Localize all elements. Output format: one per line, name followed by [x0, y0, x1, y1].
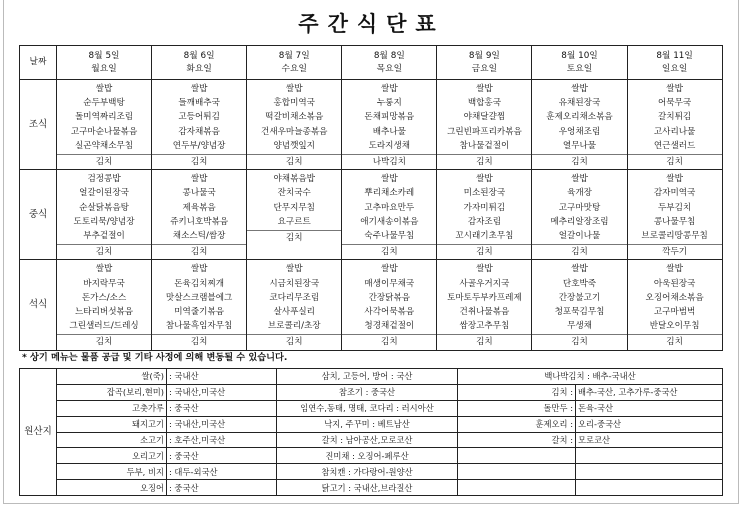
dish-item: 쌀밥	[381, 174, 398, 185]
date-header-row	[20, 46, 723, 80]
dish-item: 떡갈비채소볶음	[265, 112, 324, 123]
dish-item: 살사푸실리	[273, 307, 315, 318]
dish-item: 도라지생채	[368, 140, 411, 151]
origin-label: 원산지	[20, 369, 57, 496]
meal-cell	[57, 170, 152, 260]
origin-item: 고춧가루	[57, 400, 167, 416]
dish-item: 백합홍국	[467, 98, 502, 109]
dish-item: 요구르트	[277, 216, 311, 227]
dish-item: 쌀밥	[666, 84, 683, 94]
day-date: 8월 10일	[561, 50, 598, 61]
dish-item: 반달오이무침	[649, 321, 700, 332]
dish-item: 김치	[57, 154, 151, 169]
date-header-label: 날짜	[20, 46, 57, 80]
dish-item: 김치	[152, 244, 246, 259]
dish-item: 감자조림	[467, 216, 502, 227]
dish-item: 고구마순나물볶음	[70, 126, 138, 137]
origin-item: 갈치 :	[458, 432, 576, 448]
day-date: 8월 7일	[278, 50, 310, 61]
dish-item: 쌀밥	[190, 174, 208, 185]
dish-item: 감자채볶음	[178, 126, 220, 137]
dish-item: 꼬시래기초무침	[455, 231, 514, 242]
dish-item: 김치	[628, 154, 722, 169]
origin-row	[20, 416, 723, 432]
origin-value: : 중국산	[167, 480, 277, 496]
day-date: 8월 5일	[88, 50, 120, 61]
meal-cell	[57, 260, 152, 350]
dish-item: 야채달걀찜	[463, 112, 506, 123]
meal-cell	[152, 170, 247, 260]
dish-item: 쌀밥	[476, 84, 493, 94]
day-weekday: 수요일	[281, 63, 307, 74]
dish-item: 어묵무국	[658, 98, 692, 109]
dish-item: 누룽지	[376, 98, 402, 109]
meal-cell	[342, 80, 437, 170]
dish-item: 돌미역짜리조림	[74, 112, 134, 123]
dish-item: 갈치튀김	[658, 112, 692, 123]
origin-entry: 백나박김치 : 배추-국내산	[458, 369, 723, 385]
dish-item: 매생이무채국	[364, 278, 415, 289]
origin-value: : 중국산	[167, 448, 277, 464]
dish-item: 참나물겉절이	[459, 140, 510, 151]
meal-cell	[247, 170, 342, 260]
notice-text: * 상기 메뉴는 물품 공급 및 기타 사정에 의해 변동될 수 있습니다.	[22, 352, 288, 363]
dish-item: 단무지무침	[273, 202, 315, 213]
meal-cell	[627, 170, 722, 260]
origin-row	[20, 480, 723, 496]
dish-item: 사골우거지국	[459, 278, 510, 289]
dish-item: 홍합미역국	[273, 98, 315, 109]
meal-cell	[532, 170, 627, 260]
dish-item: 야채볶음밥	[273, 174, 315, 185]
dish-item: 돈가스/소스	[81, 292, 127, 303]
dish-item: 쌀밥	[190, 84, 208, 94]
dish-item: 연두부/양념장	[172, 140, 226, 151]
origin-row	[20, 464, 723, 480]
day-header	[342, 46, 437, 80]
dish-item: 순두부백탕	[83, 98, 125, 109]
dish-item: 훈제오리채소볶음	[546, 112, 613, 123]
dish-item: 김치	[532, 154, 626, 169]
day-header	[247, 46, 342, 80]
dish-item: 연근샐러드	[653, 140, 696, 151]
origin-entry: 참치캔 : 가다랑어-원양산	[277, 464, 458, 480]
dish-item: 육개장	[567, 188, 592, 199]
origin-item: 소고기	[57, 432, 167, 448]
dish-item: 쌀밥	[666, 174, 683, 185]
day-date: 8월 8일	[373, 50, 405, 61]
dish-item: 쌀밥	[190, 264, 208, 275]
origin-value: : 호주산,미국산	[167, 432, 277, 448]
dish-item: 쌀밥	[285, 84, 303, 94]
dish-item: 미역줄기볶음	[174, 307, 225, 318]
dish-item: 도토리묵/양념장	[73, 216, 135, 227]
meal-cell	[437, 260, 532, 350]
origin-value: : 국내산,미국산	[167, 384, 277, 400]
dish-item: 쥬키니호박볶음	[170, 216, 229, 227]
day-date: 8월 6일	[183, 50, 215, 61]
dish-item: 두부김치	[658, 202, 692, 213]
dish-item: 아욱된장국	[653, 278, 696, 289]
dish-item: 가자미튀김	[463, 202, 506, 213]
dish-item: 단호박죽	[562, 278, 597, 289]
origin-row	[20, 369, 723, 385]
meal-cell	[247, 80, 342, 170]
dish-item: 깍두기	[628, 244, 722, 259]
meal-cell	[437, 80, 532, 170]
origin-entry: 낙지, 주꾸미 : 베트남산	[277, 416, 458, 432]
meal-cell	[342, 170, 437, 260]
dish-item: 검정콩밥	[87, 174, 121, 185]
meal-label: 조식	[20, 80, 57, 170]
origin-value: : 국내산	[167, 369, 277, 385]
dish-item: 김치	[247, 230, 341, 245]
dish-item: 간장닭볶음	[368, 292, 411, 303]
day-weekday: 목요일	[376, 63, 403, 74]
dish-item: 고구마범벅	[653, 307, 696, 318]
dish-item: 순살닭볶음탕	[79, 202, 129, 213]
origin-item: 쌀(죽)	[57, 369, 167, 385]
day-header	[627, 46, 722, 80]
dish-item: 쌀밥	[571, 84, 588, 94]
dish-item: 바지락무국	[83, 278, 125, 289]
dish-item: 사각어묵볶음	[364, 307, 415, 318]
origin-table	[19, 368, 723, 496]
dish-item: 쌀밥	[476, 264, 493, 275]
dish-item: 미소된장국	[463, 188, 506, 199]
dish-item: 간장불고기	[558, 292, 601, 303]
origin-row	[20, 384, 723, 400]
origin-item: 오징어	[57, 480, 167, 496]
page-title: 주간식단표	[298, 12, 445, 36]
dish-item: 김치	[437, 154, 531, 169]
origin-item	[458, 480, 576, 496]
dish-item: 김치	[152, 334, 246, 349]
dish-item: 쌀밥	[285, 264, 303, 275]
dish-item: 김치	[247, 154, 341, 169]
origin-item: 두부, 비지	[57, 464, 167, 480]
meal-cell	[532, 260, 627, 350]
menu-table	[19, 45, 723, 351]
origin-entry: 갈치 : 남아공산,모로코산	[277, 432, 458, 448]
origin-value: 오리-중국산	[576, 416, 723, 432]
day-date: 8월 11일	[656, 50, 693, 61]
dish-item: 건취나물볶음	[459, 307, 510, 318]
dish-item: 유채된장국	[558, 98, 601, 109]
dish-item: 쌀밥	[95, 264, 113, 275]
dish-item: 배추나물	[372, 126, 406, 137]
dish-item: 감자미역국	[653, 188, 696, 199]
dish-item: 김치	[437, 334, 531, 349]
dish-item: 토마토두부카프레제	[447, 292, 522, 303]
dish-item: 김치	[342, 334, 436, 349]
meal-row	[20, 260, 723, 350]
origin-entry: 진미채 : 오징어-페루산	[277, 448, 458, 464]
dish-item: 실곤약채소무침	[74, 140, 134, 151]
origin-value	[576, 448, 723, 464]
dish-item: 김치	[342, 244, 436, 259]
day-weekday: 월요일	[91, 63, 117, 74]
dish-item: 나박김치	[342, 154, 436, 169]
dish-item: 열무나물	[562, 140, 597, 151]
origin-entry: 삼치, 고등어, 방어 : 국산	[277, 369, 458, 385]
dish-item: 맛살스크램블에그	[165, 292, 233, 303]
dish-item: 콩나물무침	[653, 216, 696, 227]
dish-item: 쌀밥	[476, 174, 493, 185]
dish-item: 얼갈이된장국	[79, 188, 129, 199]
meal-cell	[342, 260, 437, 350]
day-weekday: 일요일	[661, 63, 688, 74]
origin-item	[458, 448, 576, 464]
origin-row	[20, 448, 723, 464]
origin-row	[20, 432, 723, 448]
meal-cell	[627, 260, 722, 350]
origin-entry: 참조기 : 중국산	[277, 384, 458, 400]
day-weekday: 화요일	[186, 63, 212, 74]
dish-item: 잔치국수	[277, 188, 311, 199]
dish-item: 쌀밥	[571, 174, 588, 185]
dish-item: 브로콜리땅콩무침	[641, 231, 708, 242]
day-weekday: 금요일	[471, 63, 498, 74]
dish-item: 오징어채소볶음	[645, 292, 704, 303]
dish-item: 애기새송이볶음	[360, 216, 419, 227]
dish-item: 그린샐러드/드레싱	[69, 321, 139, 332]
dish-item: 쌀밥	[666, 264, 683, 275]
dish-item: 느타리버섯볶음	[74, 307, 134, 318]
dish-item: 뿌리채소카레	[364, 188, 415, 199]
dish-item: 참나물흑임자무침	[165, 321, 233, 332]
dish-item: 쌈장고추무침	[459, 321, 510, 332]
dish-item: 김치	[247, 334, 341, 349]
dish-item: 김치	[532, 334, 626, 349]
dish-item: 숙주나물무침	[364, 231, 415, 242]
dish-item: 브로콜리/초장	[267, 321, 321, 332]
dish-item: 얼갈이나물	[558, 231, 601, 242]
dish-item: 들깨배추국	[178, 98, 220, 109]
meal-cell	[152, 80, 247, 170]
dish-item: 우엉채조림	[558, 126, 601, 137]
dish-item: 김치	[152, 154, 246, 169]
origin-value	[576, 464, 723, 480]
dish-item: 쌀밥	[381, 84, 398, 94]
origin-entry: 임연수,동태, 명태, 코다리 : 러시아산	[277, 400, 458, 416]
origin-item: 훈제오리 :	[458, 416, 576, 432]
dish-item: 콩나물국	[182, 188, 216, 199]
dish-item: 김치	[57, 244, 151, 259]
dish-item: 코다리무조림	[269, 292, 320, 303]
meal-label: 중식	[20, 170, 57, 260]
day-weekday: 토요일	[566, 63, 593, 74]
dish-item: 김치	[437, 244, 531, 259]
origin-item: 돼지고기	[57, 416, 167, 432]
dish-item: 시금치된장국	[269, 278, 320, 289]
origin-value	[576, 480, 723, 496]
day-header	[437, 46, 532, 80]
dish-item: 김치	[532, 244, 626, 259]
dish-item: 김치	[628, 334, 722, 349]
dish-item: 돈육김치찌개	[174, 278, 225, 289]
dish-item: 김치	[57, 334, 151, 349]
dish-item: 고사리나물	[653, 126, 696, 137]
dish-item: 무생채	[567, 321, 592, 332]
dish-item: 돈채피망볶음	[364, 112, 415, 123]
origin-item: 김치 :	[458, 384, 576, 400]
origin-value: : 중국산	[167, 400, 277, 416]
dish-item: 채소스틱/쌈장	[172, 231, 226, 242]
dish-item: 청포묵김무침	[554, 307, 605, 318]
origin-item: 잡곡(보리,현미)	[57, 384, 167, 400]
origin-row	[20, 400, 723, 416]
day-header	[57, 46, 152, 80]
meal-cell	[532, 80, 627, 170]
meal-row	[20, 80, 723, 170]
day-header	[532, 46, 627, 80]
meal-cell	[247, 260, 342, 350]
origin-item	[458, 464, 576, 480]
dish-item: 제육볶음	[182, 202, 216, 213]
origin-value: 배추-국산, 고추가루-중국산	[576, 384, 723, 400]
meal-row	[20, 170, 723, 260]
dish-item: 고구마맛탕	[558, 202, 601, 213]
origin-value: : 국내산,미국산	[167, 416, 277, 432]
dish-item: 건새우마늘종볶음	[261, 126, 328, 137]
meal-cell	[437, 170, 532, 260]
meal-cell	[152, 260, 247, 350]
day-date: 8월 9일	[468, 50, 500, 61]
meal-cell	[57, 80, 152, 170]
dish-item: 메추리알장조림	[550, 216, 609, 227]
dish-item: 쌀밥	[571, 264, 588, 275]
origin-item: 돌만두 :	[458, 400, 576, 416]
dish-item: 부추겉절이	[83, 231, 125, 242]
origin-item: 오리고기	[57, 448, 167, 464]
meal-cell	[627, 80, 722, 170]
dish-item: 청경채겉절이	[364, 321, 415, 332]
origin-value: 돈육-국산	[576, 400, 723, 416]
day-header	[152, 46, 247, 80]
dish-item: 고등어튀김	[178, 112, 220, 123]
dish-item: 양념깻잎지	[273, 140, 315, 151]
origin-value: 모로코산	[576, 432, 723, 448]
meal-label: 석식	[20, 260, 57, 350]
dish-item: 그린빈파프리카볶음	[447, 126, 522, 137]
origin-value: : 대두-외국산	[167, 464, 277, 480]
dish-item: 고추마요만두	[364, 202, 415, 213]
dish-item: 쌀밥	[95, 84, 113, 94]
origin-entry: 닭고기 : 국내산,브라질산	[277, 480, 458, 496]
dish-item: 쌀밥	[381, 264, 398, 275]
